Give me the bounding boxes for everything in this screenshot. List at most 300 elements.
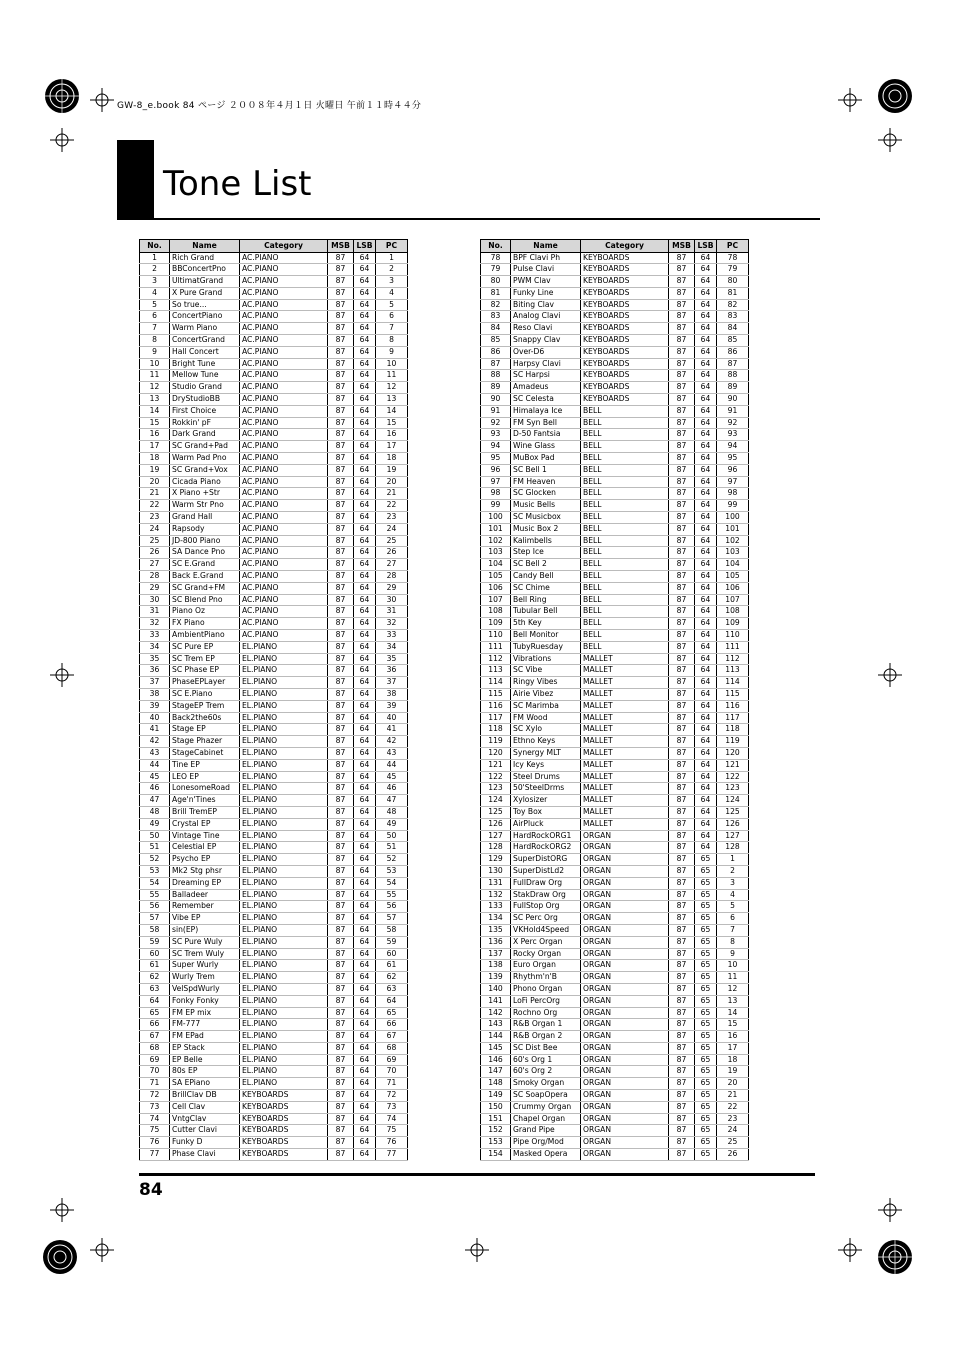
cell-pc: 5	[717, 901, 749, 913]
cell-category: EL.PIANO	[240, 1019, 328, 1031]
cell-pc: 61	[376, 960, 408, 972]
cell-pc: 97	[717, 476, 749, 488]
cell-no: 135	[481, 924, 511, 936]
cell-no: 10	[140, 358, 170, 370]
cell-lsb: 64	[354, 429, 376, 441]
cell-name: Vibrations	[511, 653, 581, 665]
cell-name: StageEP Trem	[170, 700, 240, 712]
table-row	[481, 747, 749, 759]
cell-pc: 49	[376, 818, 408, 830]
cell-no: 154	[481, 1149, 511, 1161]
cell-no: 49	[140, 818, 170, 830]
cell-lsb: 64	[354, 535, 376, 547]
cell-no: 30	[140, 594, 170, 606]
table-row	[140, 724, 408, 736]
cell-no: 147	[481, 1066, 511, 1078]
cell-pc: 93	[717, 429, 749, 441]
column-header-name: Name	[511, 240, 581, 253]
cell-category: MALLET	[581, 688, 669, 700]
table-row	[140, 1149, 408, 1161]
table-row	[481, 358, 749, 370]
cell-name: Warm Pad Pno	[170, 453, 240, 465]
cell-msb: 87	[669, 405, 695, 417]
cell-lsb: 64	[354, 1125, 376, 1137]
cell-no: 58	[140, 924, 170, 936]
cell-no: 104	[481, 559, 511, 571]
table-row	[481, 429, 749, 441]
cell-msb: 87	[328, 1125, 354, 1137]
cell-pc: 108	[717, 606, 749, 618]
cell-lsb: 64	[354, 441, 376, 453]
cell-pc: 109	[717, 618, 749, 630]
table-row	[481, 1007, 749, 1019]
cell-pc: 24	[376, 523, 408, 535]
table-row	[140, 830, 408, 842]
cell-lsb: 64	[354, 736, 376, 748]
table-row	[140, 936, 408, 948]
cell-no: 106	[481, 582, 511, 594]
cell-no: 63	[140, 983, 170, 995]
cell-no: 82	[481, 299, 511, 311]
table-row	[481, 854, 749, 866]
cell-msb: 87	[669, 417, 695, 429]
cell-pc: 23	[717, 1113, 749, 1125]
cell-no: 115	[481, 688, 511, 700]
cell-no: 137	[481, 948, 511, 960]
cell-pc: 32	[376, 618, 408, 630]
cell-lsb: 64	[695, 736, 717, 748]
cell-category: MALLET	[581, 653, 669, 665]
table-row	[140, 653, 408, 665]
cell-no: 21	[140, 488, 170, 500]
cell-lsb: 65	[695, 948, 717, 960]
cell-msb: 87	[669, 830, 695, 842]
cell-category: ORGAN	[581, 960, 669, 972]
cell-msb: 87	[669, 429, 695, 441]
cell-lsb: 64	[695, 382, 717, 394]
cell-category: AC.PIANO	[240, 488, 328, 500]
table-row	[140, 854, 408, 866]
cell-no: 22	[140, 500, 170, 512]
cell-pc: 115	[717, 688, 749, 700]
cell-no: 52	[140, 854, 170, 866]
cell-no: 24	[140, 523, 170, 535]
cell-name: Back E.Grand	[170, 571, 240, 583]
table-row	[481, 960, 749, 972]
cell-pc: 66	[376, 1019, 408, 1031]
cell-name: Grand Hall	[170, 512, 240, 524]
cell-lsb: 64	[354, 559, 376, 571]
cell-lsb: 64	[695, 417, 717, 429]
cell-category: ORGAN	[581, 854, 669, 866]
cell-category: ORGAN	[581, 983, 669, 995]
table-row	[481, 464, 749, 476]
cell-no: 83	[481, 311, 511, 323]
cell-lsb: 64	[354, 901, 376, 913]
cell-category: MALLET	[581, 747, 669, 759]
cell-lsb: 64	[695, 441, 717, 453]
cell-pc: 40	[376, 712, 408, 724]
cell-category: AC.PIANO	[240, 417, 328, 429]
cell-lsb: 64	[354, 972, 376, 984]
cell-category: MALLET	[581, 712, 669, 724]
cell-no: 51	[140, 842, 170, 854]
cell-msb: 87	[669, 1125, 695, 1137]
table-row	[481, 323, 749, 335]
cell-lsb: 64	[354, 688, 376, 700]
cell-no: 40	[140, 712, 170, 724]
cell-lsb: 64	[354, 1078, 376, 1090]
cell-no: 92	[481, 417, 511, 429]
cell-category: EL.PIANO	[240, 960, 328, 972]
cell-no: 90	[481, 394, 511, 406]
cell-msb: 87	[669, 818, 695, 830]
cell-pc: 127	[717, 830, 749, 842]
table-row	[481, 1066, 749, 1078]
cell-no: 44	[140, 759, 170, 771]
table-row	[140, 995, 408, 1007]
cell-name: Analog Clavi	[511, 311, 581, 323]
cell-pc: 15	[717, 1019, 749, 1031]
cell-category: ORGAN	[581, 1042, 669, 1054]
cell-pc: 18	[376, 453, 408, 465]
cell-lsb: 65	[695, 1101, 717, 1113]
cell-msb: 87	[328, 747, 354, 759]
cell-category: AC.PIANO	[240, 335, 328, 347]
cell-lsb: 65	[695, 1113, 717, 1125]
cell-name: EP Belle	[170, 1054, 240, 1066]
cell-msb: 87	[328, 1101, 354, 1113]
cell-msb: 87	[669, 1054, 695, 1066]
cell-category: MALLET	[581, 700, 669, 712]
cell-name: TubyRuesday	[511, 641, 581, 653]
cell-name: Warm Str Pno	[170, 500, 240, 512]
table-row	[140, 1031, 408, 1043]
column-header-pc: PC	[717, 240, 749, 253]
cell-pc: 29	[376, 582, 408, 594]
cell-category: EL.PIANO	[240, 700, 328, 712]
cell-pc: 1	[376, 252, 408, 264]
cell-name: Vibe EP	[170, 913, 240, 925]
cell-no: 72	[140, 1090, 170, 1102]
table-row	[140, 795, 408, 807]
cell-no: 31	[140, 606, 170, 618]
cell-lsb: 64	[695, 759, 717, 771]
cell-no: 97	[481, 476, 511, 488]
cell-pc: 74	[376, 1113, 408, 1125]
cell-category: ORGAN	[581, 901, 669, 913]
cell-name: BBConcertPno	[170, 264, 240, 276]
cell-no: 109	[481, 618, 511, 630]
cell-msb: 87	[328, 865, 354, 877]
cell-category: EL.PIANO	[240, 1066, 328, 1078]
cell-lsb: 65	[695, 854, 717, 866]
cell-pc: 26	[717, 1149, 749, 1161]
cell-msb: 87	[328, 512, 354, 524]
cell-msb: 87	[328, 913, 354, 925]
cell-name: SA EPiano	[170, 1078, 240, 1090]
cell-pc: 51	[376, 842, 408, 854]
cell-msb: 87	[328, 582, 354, 594]
cell-category: EL.PIANO	[240, 736, 328, 748]
cell-name: Steel Drums	[511, 771, 581, 783]
cell-no: 74	[140, 1113, 170, 1125]
table-row	[481, 771, 749, 783]
cell-name: SC Musicbox	[511, 512, 581, 524]
cell-msb: 87	[669, 842, 695, 854]
cell-pc: 15	[376, 417, 408, 429]
table-row	[481, 1125, 749, 1137]
cell-msb: 87	[328, 771, 354, 783]
cell-category: BELL	[581, 547, 669, 559]
cell-msb: 87	[328, 1019, 354, 1031]
column-header-no: No.	[140, 240, 170, 253]
cell-name: AmbientPiano	[170, 630, 240, 642]
cell-category: MALLET	[581, 724, 669, 736]
cell-pc: 12	[376, 382, 408, 394]
cell-name: Masked Opera	[511, 1149, 581, 1161]
cell-category: AC.PIANO	[240, 523, 328, 535]
cell-lsb: 64	[354, 806, 376, 818]
cell-msb: 87	[328, 1137, 354, 1149]
cell-name: Pulse Clavi	[511, 264, 581, 276]
cell-category: AC.PIANO	[240, 512, 328, 524]
cell-name: Crystal EP	[170, 818, 240, 830]
crosshair-mark-bottom-left	[90, 1238, 114, 1262]
cell-msb: 87	[669, 783, 695, 795]
cell-lsb: 64	[695, 700, 717, 712]
cell-pc: 9	[376, 346, 408, 358]
table-row	[140, 1113, 408, 1125]
cell-category: ORGAN	[581, 1007, 669, 1019]
cell-pc: 107	[717, 594, 749, 606]
table-row	[140, 441, 408, 453]
table-row	[481, 1137, 749, 1149]
table-row	[140, 405, 408, 417]
cell-msb: 87	[328, 1042, 354, 1054]
table-row	[481, 594, 749, 606]
cell-pc: 112	[717, 653, 749, 665]
cell-name: UltimatGrand	[170, 276, 240, 288]
cell-category: AC.PIANO	[240, 429, 328, 441]
table-row	[140, 394, 408, 406]
cell-lsb: 64	[354, 818, 376, 830]
cell-msb: 87	[328, 665, 354, 677]
cell-pc: 119	[717, 736, 749, 748]
cell-msb: 87	[669, 795, 695, 807]
table-row	[481, 311, 749, 323]
cell-no: 12	[140, 382, 170, 394]
cell-lsb: 64	[354, 759, 376, 771]
cell-name: Harpsy Clavi	[511, 358, 581, 370]
table-row	[140, 700, 408, 712]
cell-pc: 81	[717, 287, 749, 299]
cell-name: Music Box 2	[511, 523, 581, 535]
cell-category: KEYBOARDS	[581, 264, 669, 276]
cell-lsb: 64	[695, 299, 717, 311]
cell-msb: 87	[328, 877, 354, 889]
cell-lsb: 64	[695, 559, 717, 571]
table-row	[481, 665, 749, 677]
cell-category: ORGAN	[581, 995, 669, 1007]
cell-no: 139	[481, 972, 511, 984]
cell-category: ORGAN	[581, 1054, 669, 1066]
cell-category: ORGAN	[581, 948, 669, 960]
cell-pc: 116	[717, 700, 749, 712]
cell-name: LEO EP	[170, 771, 240, 783]
cell-no: 128	[481, 842, 511, 854]
cell-msb: 87	[669, 712, 695, 724]
cell-category: BELL	[581, 630, 669, 642]
cell-name: Xylosizer	[511, 795, 581, 807]
cell-msb: 87	[328, 547, 354, 559]
cell-pc: 7	[376, 323, 408, 335]
cell-no: 91	[481, 405, 511, 417]
table-row	[481, 441, 749, 453]
cell-msb: 87	[328, 1066, 354, 1078]
cell-msb: 87	[328, 346, 354, 358]
cell-lsb: 64	[695, 783, 717, 795]
cell-category: AC.PIANO	[240, 299, 328, 311]
column-header-category: Category	[240, 240, 328, 253]
cell-no: 75	[140, 1125, 170, 1137]
table-row	[140, 747, 408, 759]
cell-category: AC.PIANO	[240, 276, 328, 288]
cell-pc: 111	[717, 641, 749, 653]
cell-lsb: 64	[354, 1090, 376, 1102]
cell-msb: 87	[328, 924, 354, 936]
cell-category: ORGAN	[581, 1019, 669, 1031]
cell-pc: 72	[376, 1090, 408, 1102]
cell-msb: 87	[669, 488, 695, 500]
cell-name: EP Stack	[170, 1042, 240, 1054]
cell-no: 59	[140, 936, 170, 948]
cell-no: 48	[140, 806, 170, 818]
cell-name: StageCabinet	[170, 747, 240, 759]
cell-category: EL.PIANO	[240, 913, 328, 925]
cell-name: SC Vibe	[511, 665, 581, 677]
cell-category: AC.PIANO	[240, 264, 328, 276]
cell-msb: 87	[328, 795, 354, 807]
cell-msb: 87	[328, 464, 354, 476]
table-row	[140, 889, 408, 901]
cell-lsb: 65	[695, 1125, 717, 1137]
cell-category: EL.PIANO	[240, 1042, 328, 1054]
cell-name: Rich Grand	[170, 252, 240, 264]
cell-category: BELL	[581, 453, 669, 465]
cell-msb: 87	[328, 830, 354, 842]
table-row	[140, 358, 408, 370]
cell-pc: 63	[376, 983, 408, 995]
cell-pc: 16	[717, 1031, 749, 1043]
cell-lsb: 64	[695, 488, 717, 500]
table-row	[140, 1078, 408, 1090]
cell-no: 45	[140, 771, 170, 783]
cell-msb: 87	[669, 382, 695, 394]
cell-pc: 105	[717, 571, 749, 583]
cell-msb: 87	[669, 641, 695, 653]
table-row	[140, 865, 408, 877]
cell-category: AC.PIANO	[240, 311, 328, 323]
cell-msb: 87	[328, 842, 354, 854]
cell-pc: 42	[376, 736, 408, 748]
column-header-msb: MSB	[328, 240, 354, 253]
cell-msb: 87	[669, 665, 695, 677]
cell-lsb: 65	[695, 1042, 717, 1054]
cell-no: 98	[481, 488, 511, 500]
cell-category: ORGAN	[581, 972, 669, 984]
cell-no: 148	[481, 1078, 511, 1090]
cell-pc: 19	[717, 1066, 749, 1078]
table-row	[140, 1125, 408, 1137]
cell-lsb: 64	[354, 370, 376, 382]
cell-category: MALLET	[581, 795, 669, 807]
cell-msb: 87	[328, 523, 354, 535]
cell-category: EL.PIANO	[240, 1078, 328, 1090]
cell-pc: 3	[376, 276, 408, 288]
cell-lsb: 64	[695, 394, 717, 406]
cell-name: Phono Organ	[511, 983, 581, 995]
cell-name: X Piano +Str	[170, 488, 240, 500]
cell-msb: 87	[328, 653, 354, 665]
cell-msb: 87	[669, 370, 695, 382]
table-row	[140, 948, 408, 960]
cell-name: Smoky Organ	[511, 1078, 581, 1090]
cell-category: EL.PIANO	[240, 854, 328, 866]
cell-name: JD-800 Piano	[170, 535, 240, 547]
cell-msb: 87	[328, 936, 354, 948]
cell-no: 117	[481, 712, 511, 724]
cell-lsb: 64	[354, 464, 376, 476]
table-row	[481, 830, 749, 842]
cell-name: Remember	[170, 901, 240, 913]
cell-no: 113	[481, 665, 511, 677]
cell-pc: 11	[717, 972, 749, 984]
cell-lsb: 64	[695, 523, 717, 535]
cell-lsb: 64	[354, 948, 376, 960]
cell-category: ORGAN	[581, 830, 669, 842]
cell-msb: 87	[669, 1149, 695, 1161]
cell-name: FM Syn Bell	[511, 417, 581, 429]
cell-pc: 24	[717, 1125, 749, 1137]
cell-name: Music Bells	[511, 500, 581, 512]
cell-category: EL.PIANO	[240, 806, 328, 818]
cell-category: ORGAN	[581, 1078, 669, 1090]
cell-msb: 87	[328, 476, 354, 488]
cell-pc: 82	[717, 299, 749, 311]
cell-msb: 87	[669, 500, 695, 512]
cell-lsb: 65	[695, 972, 717, 984]
cell-msb: 87	[669, 1007, 695, 1019]
table-row	[481, 535, 749, 547]
cell-name: Hall Concert	[170, 346, 240, 358]
cell-no: 28	[140, 571, 170, 583]
cell-msb: 87	[669, 299, 695, 311]
cell-name: Kalimbells	[511, 535, 581, 547]
cell-no: 84	[481, 323, 511, 335]
cell-msb: 87	[669, 523, 695, 535]
table-row	[140, 972, 408, 984]
cell-lsb: 64	[354, 405, 376, 417]
cell-category: MALLET	[581, 665, 669, 677]
cell-name: Rapsody	[170, 523, 240, 535]
cell-no: 20	[140, 476, 170, 488]
cell-no: 119	[481, 736, 511, 748]
cell-msb: 87	[669, 606, 695, 618]
cell-pc: 10	[376, 358, 408, 370]
cell-no: 93	[481, 429, 511, 441]
cell-lsb: 64	[354, 889, 376, 901]
